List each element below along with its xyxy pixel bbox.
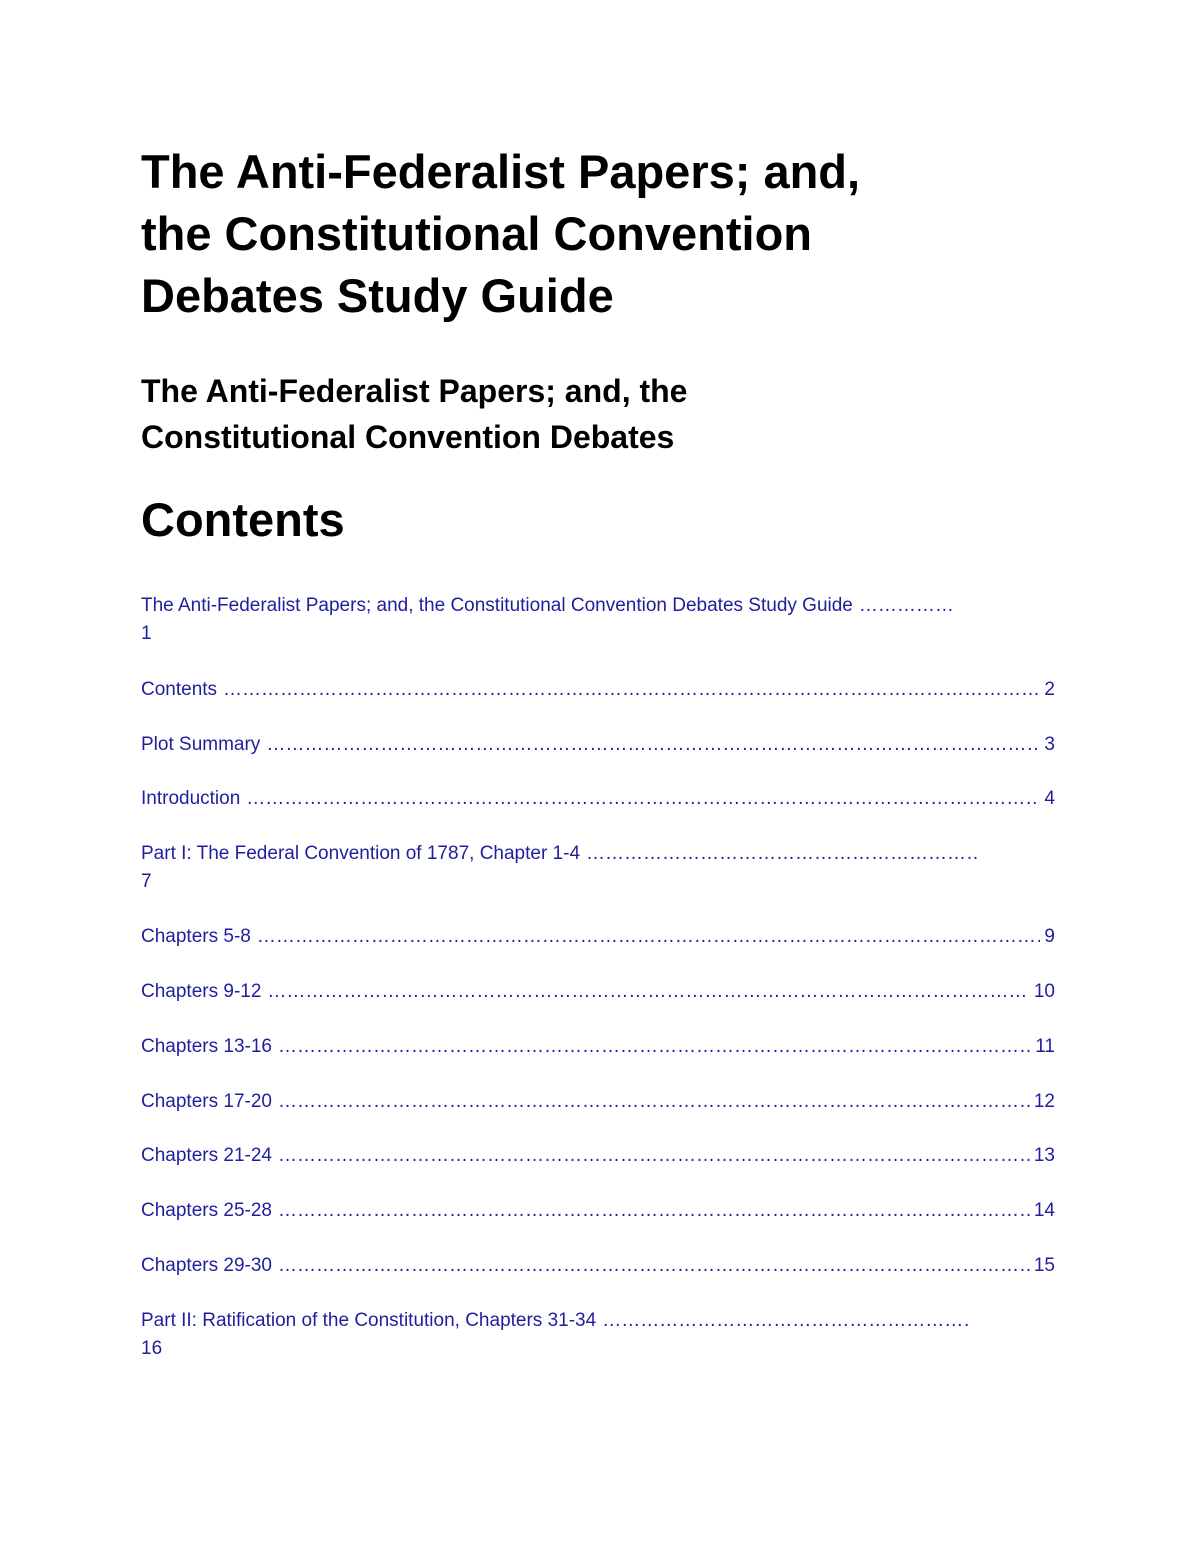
- toc-leader-dots: [246, 785, 1040, 813]
- toc-entry-label: Chapters 25-28: [141, 1200, 272, 1221]
- toc-entry-introduction[interactable]: [141, 785, 1061, 813]
- toc-entry-label: Chapters 17-20: [141, 1091, 272, 1112]
- toc-entry-page: 15: [1033, 1255, 1055, 1276]
- toc-entry-label: Chapters 13-16: [141, 1036, 272, 1057]
- toc-entry-page: 11: [1035, 1036, 1055, 1057]
- toc-leader-dots: [223, 676, 1040, 704]
- toc-leader-dots: [278, 1088, 1030, 1116]
- toc-entry-label: Chapters 9-12: [141, 981, 262, 1002]
- toc-entry-label: Chapters 29-30: [141, 1255, 272, 1276]
- toc-leader-dots: [257, 923, 1041, 951]
- toc-leader-dots: [278, 1252, 1030, 1280]
- toc-leader-dots: [266, 731, 1040, 759]
- toc-leader-dots: [278, 1142, 1030, 1170]
- toc-entry-chapters-25-28[interactable]: [141, 1197, 1061, 1225]
- toc-entry-chapters-21-24[interactable]: [141, 1142, 1061, 1170]
- document-title: The Anti-Federalist Papers; and, the Constitutional Convention Debates Study Guide: [141, 145, 861, 322]
- toc-entry-page: 7: [141, 871, 152, 892]
- toc-entry-chapters-17-20[interactable]: [141, 1088, 1061, 1116]
- toc-entry-chapters-5-8[interactable]: [141, 923, 1061, 951]
- toc-entry-page: 3: [1044, 734, 1055, 755]
- toc-entry-page: 16: [141, 1338, 163, 1359]
- toc-entry-label: Part II: Ratification of the Constitution, Chapters 31-34: [141, 1310, 597, 1331]
- toc-leader-dots: [602, 1307, 970, 1335]
- toc-entry-page: 2: [1044, 679, 1055, 700]
- toc-leader-dots: [278, 1197, 1030, 1225]
- toc-entry-page: 12: [1033, 1091, 1055, 1112]
- toc-entry-label: The Anti-Federalist Papers; and, the Constitutional Convention Debates Study Guide: [141, 595, 853, 616]
- toc-entry-part-one[interactable]: [141, 840, 1061, 896]
- toc-leader-dots: [267, 978, 1029, 1006]
- toc-entry-page: 4: [1044, 788, 1055, 809]
- toc-entry-label: Part I: The Federal Convention of 1787, Chapter 1-4: [141, 843, 581, 864]
- toc-entry-label: Plot Summary: [141, 734, 261, 755]
- toc-entry-part-two[interactable]: [141, 1307, 1061, 1363]
- toc-entry-page: 10: [1033, 981, 1055, 1002]
- contents-heading: Contents: [141, 493, 345, 546]
- toc-entry-label: Contents: [141, 679, 218, 700]
- toc-entry-page: 9: [1044, 926, 1055, 947]
- toc-entry-chapters-29-30[interactable]: [141, 1252, 1061, 1280]
- toc-entry-chapters-13-16[interactable]: [141, 1033, 1061, 1061]
- toc-entry-page: 14: [1033, 1200, 1055, 1221]
- toc-entry-plot-summary[interactable]: [141, 731, 1061, 759]
- toc-entry-chapters-9-12[interactable]: [141, 978, 1061, 1006]
- toc-entry-label: Chapters 21-24: [141, 1145, 272, 1166]
- toc-entry-page: 13: [1033, 1145, 1055, 1166]
- toc-leader-dots: [586, 840, 978, 868]
- toc-leader-dots: [859, 592, 955, 620]
- toc-entry-contents[interactable]: [141, 676, 1061, 704]
- toc-entry-study-guide[interactable]: [141, 592, 1061, 648]
- toc-entry-label: Chapters 5-8: [141, 926, 251, 947]
- toc-leader-dots: [278, 1033, 1031, 1061]
- toc-entry-label: Introduction: [141, 788, 241, 809]
- document-subtitle: The Anti-Federalist Papers; and, the Constitutional Convention Debates: [141, 373, 688, 455]
- toc-entry-page: 1: [141, 623, 152, 644]
